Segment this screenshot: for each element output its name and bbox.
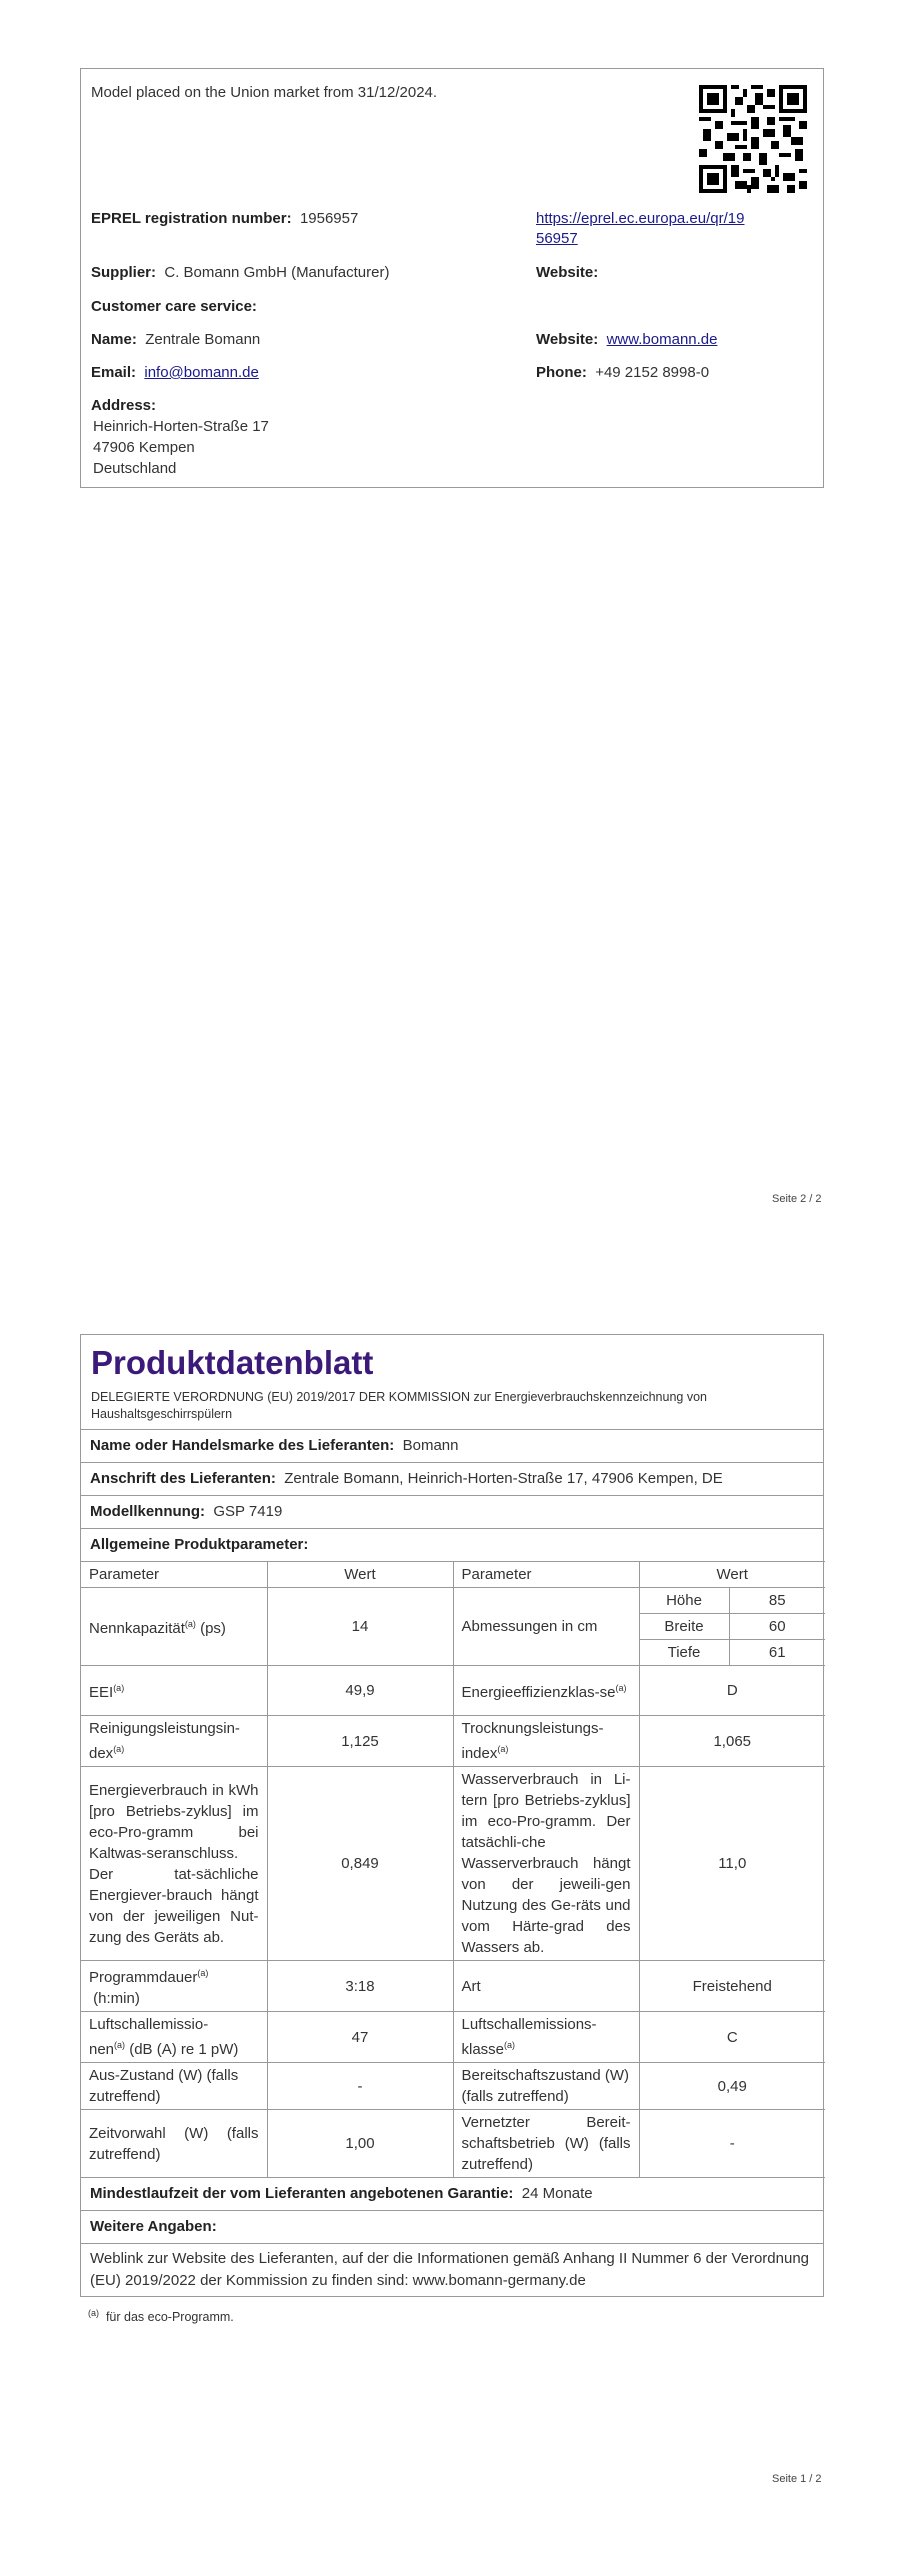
page-number: Seite 2 / 2 — [772, 1193, 822, 1205]
sheet-title: Produktdatenblatt — [91, 1344, 374, 1381]
table-row: Breite 60 — [81, 1614, 825, 1640]
table-row: Nennkapazität$^{(a)}$ (ps) 14 Abmessungen in cm Höhe 85 — [81, 1588, 825, 1614]
email-label: Email: — [91, 364, 137, 381]
table-row: EEI$^{(a)}$ 49,9 Energieeffizienzklas-$se^{(a)}$ D — [81, 1666, 825, 1716]
warranty-row: Mindestlaufzeit der vom Lieferanten angebotenen Garantie: 24 Monate — [90, 2185, 593, 2202]
phone-label: Phone: — [536, 364, 587, 381]
table-row: Luftschallemissio- nen$^{(a)}$ (dB (A) re 1 pW) 47 Luftschallemissions-klasse$^{(a)}$ C — [81, 2012, 825, 2063]
website-label: Website: — [536, 264, 599, 281]
name-value: Zentrale Bomann — [145, 331, 261, 348]
address-line: Heinrich-Horten-Straße 17 — [93, 418, 269, 435]
table-row: Energieverbrauch in kWh [pro Betriebs-zyklus] im eco-Pro-gramm bei Kaltwas-seranschluss. Der tat-sächliche Energiever-brauch hängt von der jeweiligen Nut-zung des Geräts ab. 0,849 Wasserverbrauch in Li-tern [pro Betriebs-zyklus] im eco-Pro-gramm. Der tatsächli-che Wasserverbrauch hängt von der jeweili-gen Nutzung des Ge-räts und vom Härte-grad des Wassers ab. 11,0 — [81, 1767, 825, 1961]
qr-code-icon[interactable] — [699, 85, 807, 193]
supplier-value: C. Bomann GmbH (Manufacturer) — [164, 264, 390, 281]
table-header: Parameter Wert Parameter Wert — [81, 1562, 825, 1588]
eprel-number: 1956957 — [299, 210, 359, 227]
eprel-label: EPREL registration number: — [91, 210, 292, 227]
address-row: Anschrift des Lieferanten: Zentrale Bomann, Heinrich-Horten-Straße 17, 47906 Kempen, DE — [81, 1462, 823, 1495]
more-info-row: Weitere Angaben: — [81, 2210, 823, 2243]
table-row: Reinigungsleistungsin-dex$^{(a)}$ 1,125 Trocknungsleistungs-index$^{(a)}$ 1,065 — [81, 1716, 825, 1767]
parameter-table — [81, 1561, 825, 2178]
footnote: $^{(a)}$ für das eco-Programm. — [88, 2308, 234, 2325]
table-row: Programmdauer$^{(a)}$ (h:min) 3:18 Art Freistehend — [81, 1961, 825, 2012]
email-link[interactable]: info@bomann.de — [144, 364, 259, 381]
website-link[interactable]: www.bomann.de — [606, 331, 718, 348]
supplier-info-box — [80, 68, 824, 488]
table-row: Zeitvorwahl (W) (falls zutreffend) 1,00 Vernetzter Bereit-schaftsbetrieb (W) (falls zutreffend) - — [81, 2110, 825, 2178]
table-row: Tiefe 61 — [81, 1640, 825, 1666]
address-line: Deutschland — [93, 460, 177, 477]
table-row: Aus-Zustand (W) (falls zutreffend) - Bereitschaftszustand (W) (falls zutreffend) 0,49 — [81, 2063, 825, 2110]
address-line: 47906 Kempen — [93, 439, 195, 456]
supplier-label: Supplier: — [91, 264, 157, 281]
model-row: Modellkennung: GSP 7419 — [81, 1495, 823, 1528]
product-data-sheet — [80, 1334, 824, 2297]
model-placed-text: Model placed on the Union market from 31/12/2024. — [91, 84, 438, 101]
website2-label: Website: — [536, 331, 599, 348]
general-params-row: Allgemeine Produktparameter: — [81, 1528, 823, 1561]
phone-value: +49 2152 8998-0 — [595, 364, 710, 381]
page-number: Seite 1 / 2 — [772, 2473, 822, 2485]
eprel-link[interactable]: https://eprel.ec.europa.eu/qr/19 56957 — [536, 210, 745, 247]
name-label: Name: — [91, 331, 137, 348]
brand-row: Name oder Handelsmarke des Lieferanten: Bomann — [81, 1429, 823, 1462]
address-label: Address: — [91, 397, 157, 414]
weblink-row: Weblink zur Website des Lieferanten, auf der die Informationen gemäß Anhang II Nummer 6 der Verordnung (EU) 2019/2022 der Kommission zu finden sind: www.bomann-germany.de — [81, 2243, 823, 2296]
sheet-subtitle: DELEGIERTE VERORDNUNG (EU) 2019/2017 DER KOMMISSION zur Energieverbrauchskennzeichnung von Haushaltsgeschirrspülern — [91, 1390, 707, 1421]
customer-care-heading: Customer care service: — [91, 298, 257, 315]
